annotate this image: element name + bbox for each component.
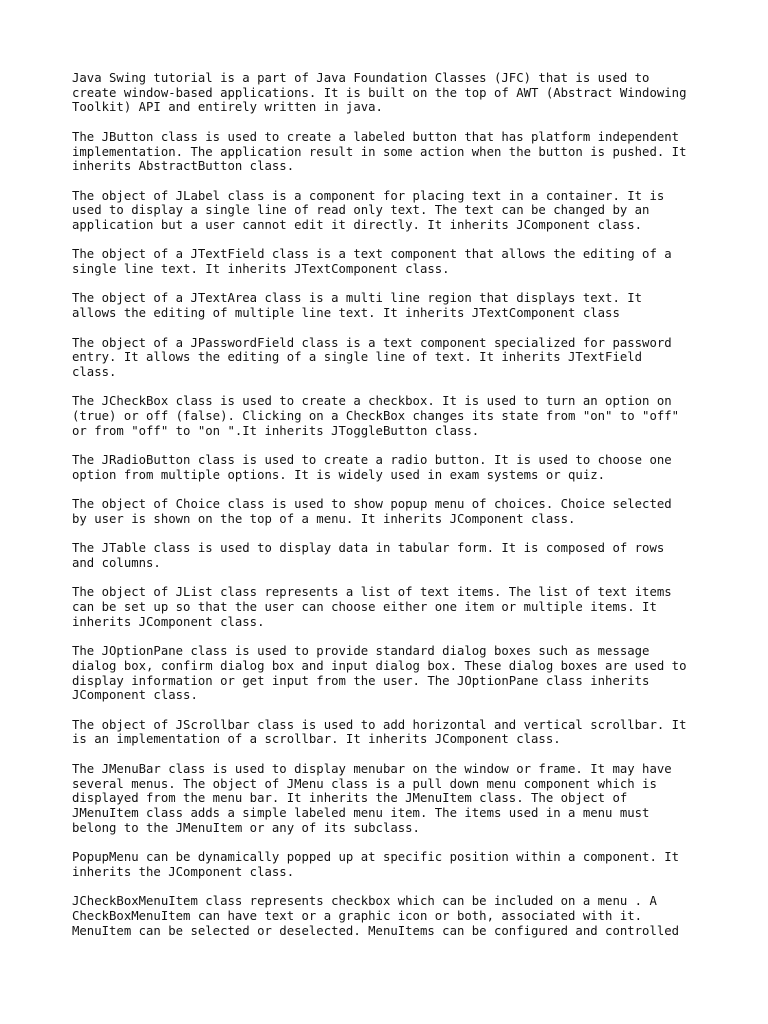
paragraph-jcheckboxmenuitem: JCheckBoxMenuItem class represents checkbox which can be included on a menu . A CheckBoxMenuItem can have text or a graphic icon or both, associated with it. MenuItem can be selected or deselected. MenuItems can be configured and controlled: [72, 894, 680, 938]
paragraph-jtable: The JTable class is used to display data in tabular form. It is composed of rows and columns.: [72, 541, 665, 571]
paragraph-choice: The object of Choice class is used to show popup menu of choices. Choice selected by user is shown on the top of a menu. It inherits JComponent class.: [72, 497, 672, 526]
paragraph-jtextfield: The object of a JTextField class is a text component that allows the editing of a single line text. It inherits JTextComponent class.: [72, 247, 672, 277]
paragraph-jradiobutton: The JRadioButton class is used to create a radio button. It is used to choose one option from multiple options. It is widely used in exam systems or quiz.: [72, 453, 672, 482]
paragraph-jmenubar: The JMenuBar class is used to display menubar on the window or frame. It may have several menus. The object of JMenu class is a pull down menu component which is displayed from the menu bar. It inherits the JMenuItem class. The object of JMenuItem class adds a simple labeled menu item. The items used in a menu must belong to the JMenuItem or any of its subclass.: [72, 761, 672, 835]
paragraph-jscrollbar: The object of JScrollbar class is used to add horizontal and vertical scrollbar. It is an implementation of a scrollbar. It inherits JComponent class.: [72, 717, 687, 747]
paragraph-jbutton: The JButton class is used to create a labeled button that has platform independent implementation. The application result in some action when the button is pushed. It inherits AbstractButton class.: [72, 129, 687, 174]
paragraph-popupmenu: PopupMenu can be dynamically popped up at specific position within a component. It inherits the JComponent class.: [72, 850, 680, 879]
paragraph-jtextarea: The object of a JTextArea class is a multi line region that displays text. It allows the editing of multiple line text. It inherits JTextComponent class: [72, 291, 643, 321]
document-page: [72, 71, 712, 953]
paragraph-jlabel: The object of JLabel class is a component for placing text in a container. It is used to display a single line of read only text. The text can be changed by an application but a user cannot edit it directly. It inherits JComponent class.: [72, 188, 665, 232]
paragraph-jcheckbox: The JCheckBox class is used to create a checkbox. It is used to turn an option on (true) or off (false). Clicking on a CheckBox changes its state from "on" to "off" or from "off" to "on ".It inherits JToggleButton class.: [72, 394, 680, 438]
paragraph-jpasswordfield: The object of a JPasswordField class is a text component specialized for password entry. It allows the editing of a single line of text. It inherits JTextField class.: [72, 335, 672, 379]
paragraph-joptionpane: The JOptionPane class is used to provide standard dialog boxes such as message dialog box, confirm dialog box and input dialog box. These dialog boxes are used to display information or get input from the user. The JOptionPane class inherits JComponent class.: [72, 644, 687, 703]
paragraph-swing-intro: Java Swing tutorial is a part of Java Foundation Classes (JFC) that is used to create window-based applications. It is built on the top of AWT (Abstract Windowing Toolkit) API and entirely written in java.: [72, 71, 687, 115]
paragraph-jlist: The object of JList class represents a list of text items. The list of text items can be set up so that the user can choose either one item or multiple items. It inherits JComponent class.: [72, 585, 672, 629]
